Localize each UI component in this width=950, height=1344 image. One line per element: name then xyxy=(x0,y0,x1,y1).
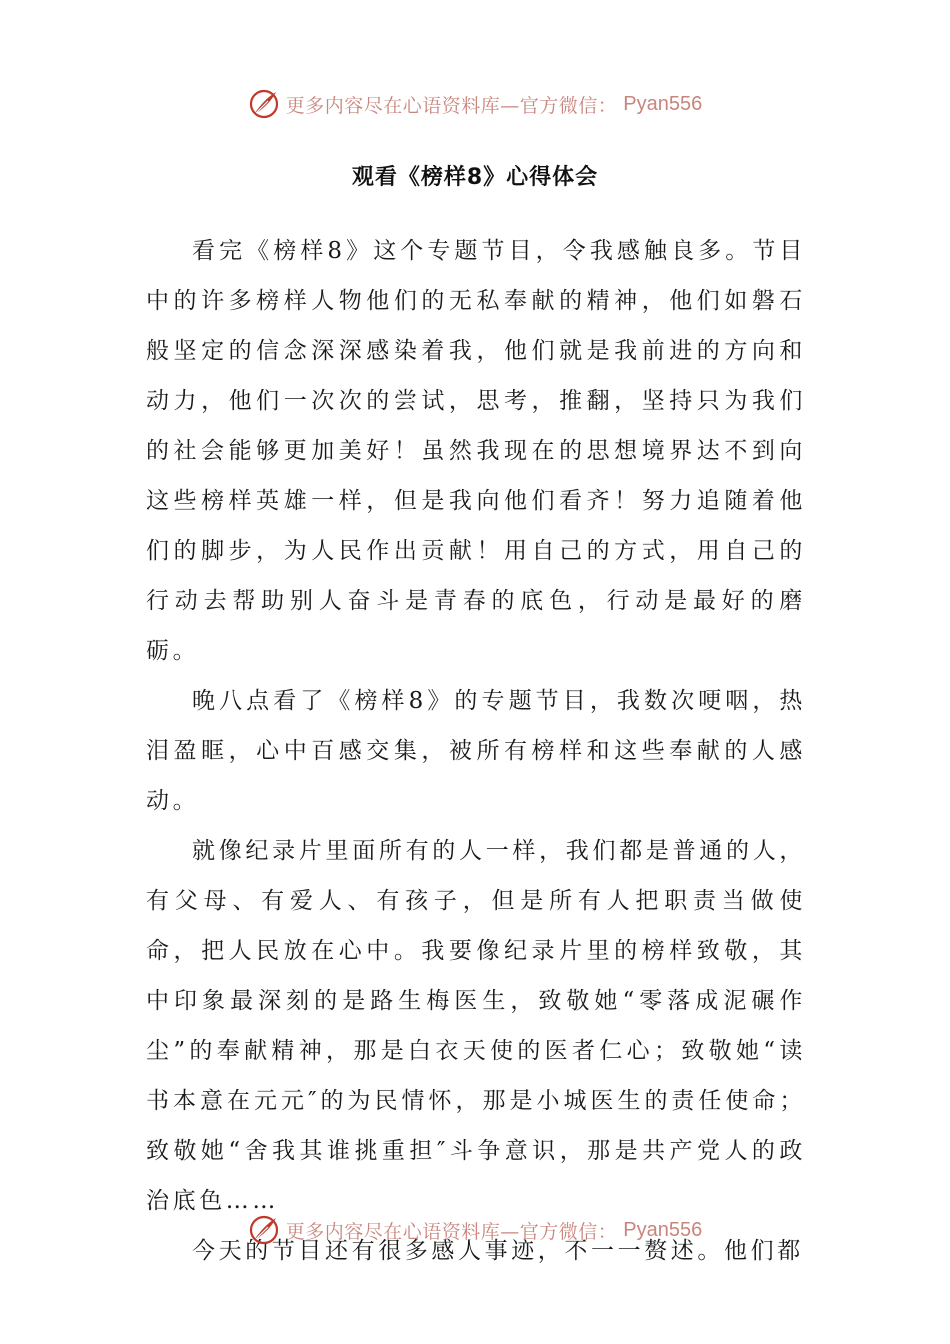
quill-pen-icon xyxy=(248,1214,280,1246)
document-title: 观看《榜样8》心得体会 xyxy=(351,165,599,190)
watermark-handle: Pyan556 xyxy=(623,1218,703,1241)
quill-pen-icon xyxy=(248,88,280,120)
watermark-handle: Pyan556 xyxy=(623,92,703,115)
paragraph: 今天的节目还有很多感人事迹，不一一赘述。他们都 xyxy=(192,1238,804,1264)
footer-watermark xyxy=(0,1210,950,1250)
watermark-text: 更多内容尽在心语资料库—官方微信： xyxy=(285,1220,618,1243)
header-watermark xyxy=(0,84,950,124)
paragraph: 就像纪录片里面所有的人一样，我们都是普通的人，有父母、有爱人、有孩子，但是所有人把职责当做使命，把人民放在心中。我要像纪录片里的榜样致敬，其中印象最深刻的是路生梅医生，致敬她“零落成泥碾作尘”的奉献精神，那是白衣天使的医者仁心；致敬她“读书本意在元元″的为民情怀，那是小城医生的责任使命；致敬她“舍我其谁挑重担″斗争意识，那是共产党人的政治底色…… xyxy=(146,838,806,1214)
watermark-text: 更多内容尽在心语资料库—官方微信： xyxy=(285,94,618,117)
paragraph: 看完《榜样8》这个专题节目，令我感触良多。节目中的许多榜样人物他们的无私奉献的精神，他们如磐石般坚定的信念深深感染着我，他们就是我前进的方向和动力，他们一次次的尝试，思考，推翻，坚持只为我们的社会能够更加美好！虽然我现在的思想境界达不到向这些榜样英雄一样，但是我向他们看齐！努力追随着他们的脚步，为人民作出贡献！用自己的方式，用自己的行动去帮助别人奋斗是青春的底色，行动是最好的磨砺。 xyxy=(146,238,806,664)
paragraph: 晚八点看了《榜样8》的专题节目，我数次哽咽，热泪盈眶，心中百感交集，被所有榜样和这些奉献的人感动。 xyxy=(146,688,806,814)
document-body xyxy=(146,226,806,1276)
